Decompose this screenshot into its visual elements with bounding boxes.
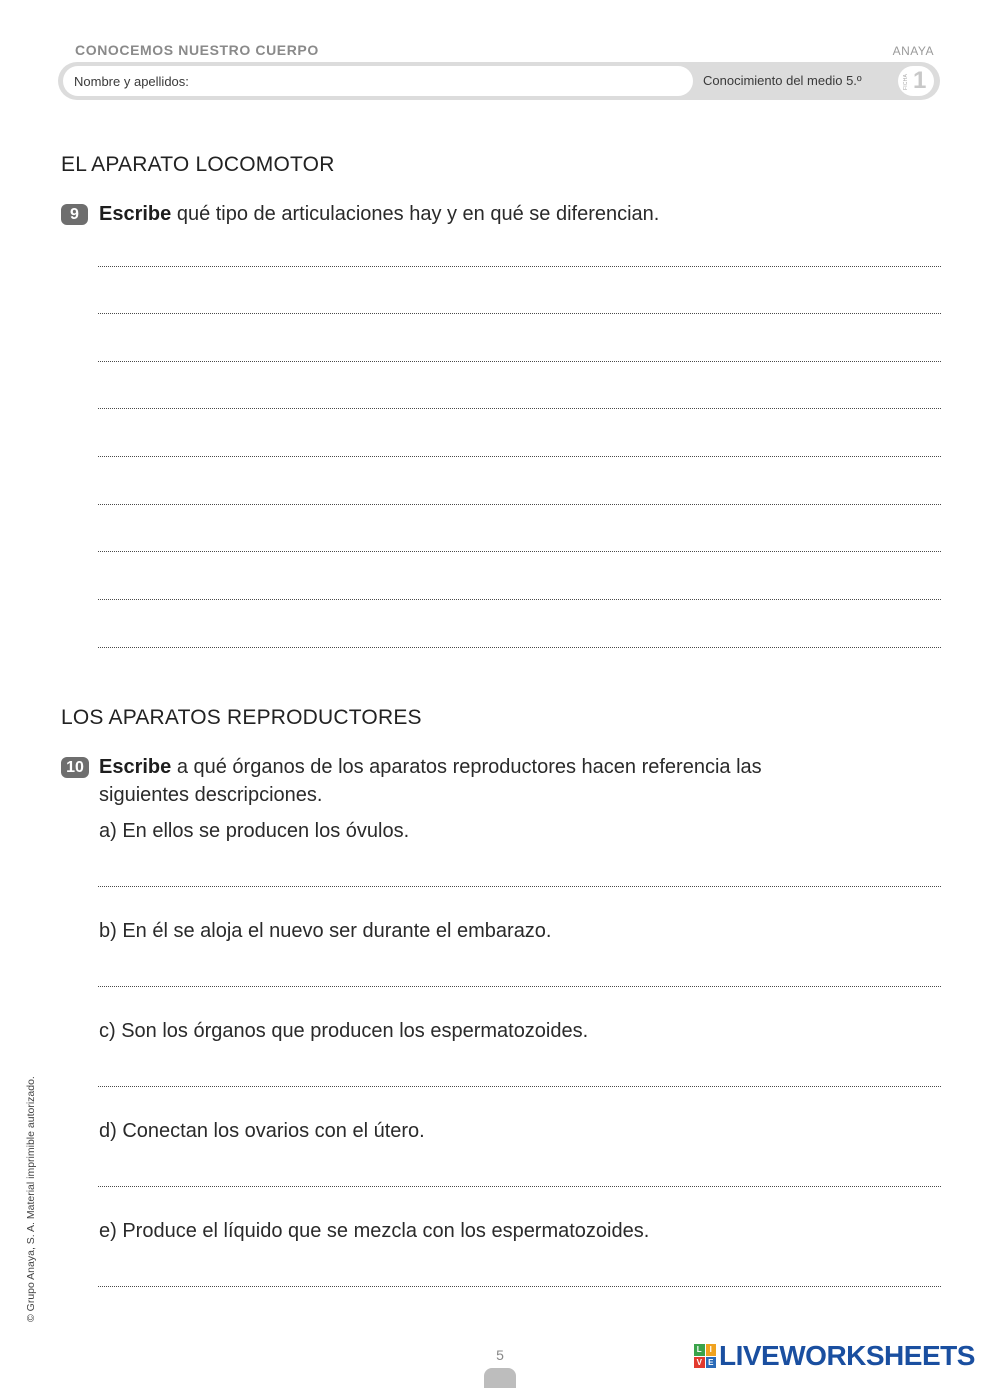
exercise-verb: Escribe: [99, 756, 172, 778]
question-item-e: e) Produce el líquido que se mezcla con los espermatozoides.: [99, 1220, 650, 1242]
course-label: Conocimiento del medio 5.º: [703, 73, 862, 88]
logo-text: LIVEWORKSHEETS: [719, 1340, 975, 1371]
answer-line[interactable]: [98, 599, 941, 600]
logo-mark-letter: V: [694, 1357, 705, 1369]
section-title-reproductive: LOS APARATOS REPRODUCTORES: [61, 706, 422, 729]
logo-mark-letter: I: [706, 1344, 717, 1356]
section-title-locomotor: EL APARATO LOCOMOTOR: [61, 153, 335, 176]
exercise-number: 9: [61, 204, 88, 225]
name-field-label: Nombre y apellidos:: [74, 74, 189, 89]
answer-line[interactable]: [98, 504, 941, 505]
answer-line[interactable]: [98, 313, 941, 314]
exercise-10: [61, 753, 821, 811]
page-number: 5: [496, 1347, 504, 1363]
page-header-title: CONOCEMOS NUESTRO CUERPO: [75, 42, 319, 58]
exercise-instruction: [99, 753, 819, 809]
badge-caption: FICHA: [903, 74, 909, 90]
logo-mark-letter: L: [694, 1344, 705, 1356]
copyright-note: © Grupo Anaya, S. A. Material imprimible autorizado.: [25, 1076, 37, 1322]
answer-line-e[interactable]: [98, 1286, 941, 1287]
exercise-verb: Escribe: [99, 203, 172, 225]
logo-mark-letter: E: [706, 1357, 717, 1369]
badge-number: 1: [913, 67, 927, 94]
name-field[interactable]: [63, 66, 693, 96]
exercise-number: 10: [61, 757, 89, 778]
exercise-text: qué tipo de articulaciones hay y en qué se diferencian.: [171, 203, 660, 225]
exercise-instruction: [99, 200, 819, 228]
question-item-d: d) Conectan los ovarios con el útero.: [99, 1120, 425, 1142]
answer-line[interactable]: [98, 361, 941, 362]
answer-line[interactable]: [98, 408, 941, 409]
publisher-logo: ANAYA: [892, 44, 934, 58]
answer-line-b[interactable]: [98, 986, 941, 987]
header-bar: [58, 62, 940, 100]
liveworksheets-mark-icon: [694, 1344, 716, 1368]
question-item-b: b) En él se aloja el nuevo ser durante el embarazo.: [99, 920, 552, 942]
exercise-9: [61, 200, 821, 230]
question-item-c: c) Son los órganos que producen los espermatozoides.: [99, 1020, 589, 1042]
answer-line-c[interactable]: [98, 1086, 941, 1087]
answer-line[interactable]: [98, 456, 941, 457]
exercise-text: a qué órganos de los aparatos reproductores hacen referencia las siguientes descripciones.: [99, 756, 762, 806]
question-item-a: a) En ellos se producen los óvulos.: [99, 820, 410, 842]
answer-line-d[interactable]: [98, 1186, 941, 1187]
answer-line[interactable]: [98, 647, 941, 648]
answer-line[interactable]: [98, 551, 941, 552]
page-tab: [484, 1368, 516, 1388]
worksheet-badge: [898, 66, 934, 96]
answer-line[interactable]: [98, 266, 941, 267]
answer-line-a[interactable]: [98, 886, 941, 887]
